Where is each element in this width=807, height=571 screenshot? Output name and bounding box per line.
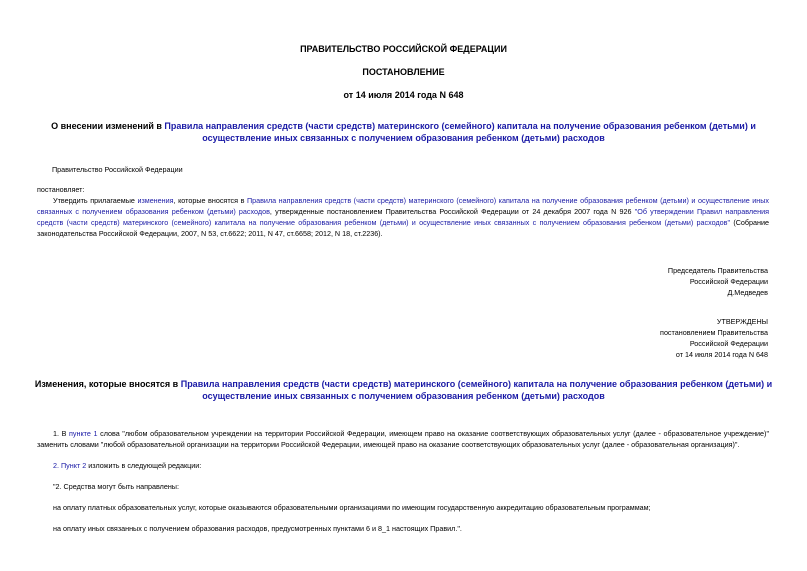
decree-926-link[interactable]: "Об утверждении Правил направления средств (части средств) материнского (семейного) капитала на получение образования ребенком (детьми) и осуществление иных связанных с получением образования ребенком (детьми) расходов" bbox=[37, 207, 769, 227]
document-type: ПОСТАНОВЛЕНИЕ bbox=[362, 67, 445, 77]
government-heading: ПРАВИТЕЛЬСТВО РОССИЙСКОЙ ФЕДЕРАЦИИ bbox=[300, 44, 507, 54]
clause-2-link[interactable]: 2. Пункт 2 bbox=[53, 461, 87, 470]
changes-title bbox=[30, 378, 777, 402]
signature-name: Д.Медведев bbox=[727, 288, 768, 297]
title-rules-link[interactable]: Правила направления средств (части средств) материнского (семейного) капитала на получение образования ребенком (детьми) и осуществление иных связанных с получением образования ребенком (детьми) расходов bbox=[164, 121, 756, 143]
item-2 bbox=[53, 460, 201, 471]
item-2-text: изложить в следующей редакции: bbox=[86, 461, 202, 470]
p1-text-c: , утвержденные постановлением Правительства Российской Федерации от 24 декабря 2007 года N 926 bbox=[269, 207, 635, 216]
changes-title-rules-link[interactable]: Правила направления средств (части средств) материнского (семейного) капитала на получение образования ребенком (детьми) и осуществление иных связанных с получением образования ребенком (детьми) расходов bbox=[180, 379, 773, 401]
quote-line-3: на оплату иных связанных с получением образования расходов, предусмотренных пунктами 6 и 8_1 настоящих Правил.". bbox=[53, 524, 462, 533]
document-date: от 14 июля 2014 года N 648 bbox=[343, 90, 464, 100]
p1-text-d: (Собрание законодательства Российской Федерации, 2007, N 53, ст.6622; 2011, N 47, ст.6658; 2012, N 18, ст.2236). bbox=[37, 218, 769, 238]
item-1 bbox=[37, 428, 769, 450]
changes-title-prefix: Изменения, которые вносятся в bbox=[34, 379, 181, 389]
title-prefix: О внесении изменений в bbox=[51, 121, 165, 131]
p1-text-b: , которые вносятся в bbox=[173, 196, 247, 205]
clause-1-link[interactable]: пункте 1 bbox=[69, 429, 98, 438]
resolves-text: постановляет: bbox=[37, 185, 85, 194]
signature-country: Российской Федерации bbox=[689, 277, 768, 286]
paragraph-approve bbox=[37, 195, 769, 239]
rules-link[interactable]: Правила направления средств (части средств) материнского (семейного) капитала на получение образования ребенком (детьми) и осуществление иных связанных с получением образования ребенком (детьми) расходов bbox=[37, 196, 769, 216]
issuer-text: Правительство Российской Федерации bbox=[52, 165, 183, 174]
resolution-title bbox=[40, 120, 767, 144]
signature-position: Председатель Правительства bbox=[667, 266, 768, 275]
quote-line-2: на оплату платных образовательных услуг, которые оказываются образовательными организациями по имеющим государственную аккредитацию образовательным программам; bbox=[53, 503, 651, 512]
signature-block bbox=[468, 265, 768, 298]
changes-link[interactable]: изменения bbox=[137, 196, 174, 205]
quote-line-1: "2. Средства могут быть направлены: bbox=[53, 482, 179, 491]
approved-date: от 14 июля 2014 года N 648 bbox=[675, 350, 768, 359]
approved-block bbox=[468, 316, 768, 360]
item-1-text: слова "любом образовательном учреждении на территории Российской Федерации, имеющем право на оказание соответствующих образовательных услуг (далее - образовательное учреждение)" заменить словами "любой образовательной организации на территории Российской Федерации, имеющей право на оказание соответствующих образовательных услуг (далее - образовательная организация)". bbox=[37, 429, 769, 449]
item-1-prefix: 1. В bbox=[53, 429, 69, 438]
approved-country: Российской Федерации bbox=[689, 339, 768, 348]
p1-text-a: Утвердить прилагаемые bbox=[53, 196, 138, 205]
approved-label: УТВЕРЖДЕНЫ bbox=[716, 317, 768, 326]
approved-by: постановлением Правительства bbox=[660, 328, 768, 337]
